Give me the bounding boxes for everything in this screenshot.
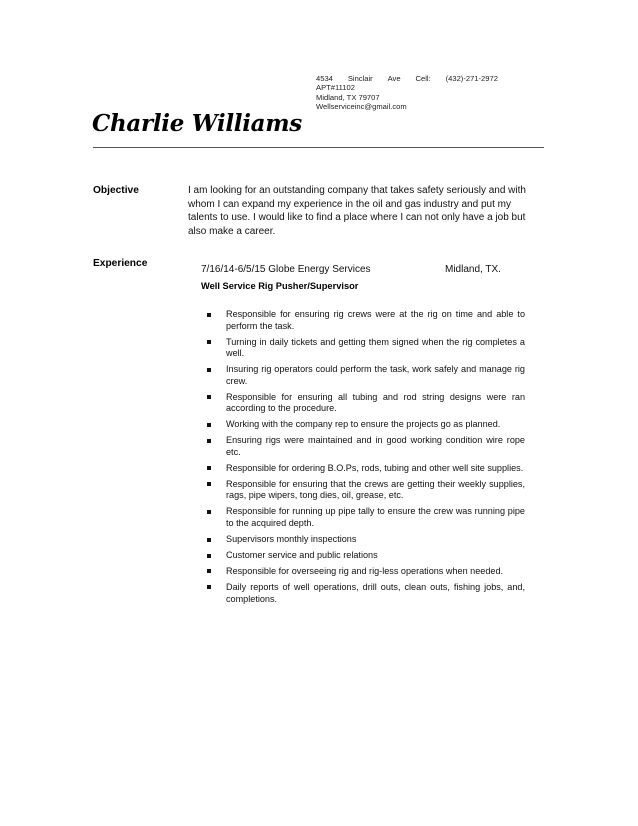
duty-text: Daily reports of well operations, drill outs, clean outs, fishing jobs, and, completions. [226,581,525,604]
duty-text: Insuring rig operators could perform the task, work safely and manage rig crew. [226,364,525,386]
list-item [205,364,525,387]
street-number: 4534 [316,74,333,83]
list-item [205,435,525,458]
objective-label: Objective [93,185,139,196]
phone-number: (432)-271-2972 [445,74,498,83]
job-location: Midland, TX. [445,264,501,275]
duty-text: Working with the company rep to ensure the projects go as planned. [226,419,501,430]
list-item [205,506,525,529]
candidate-name: Charlie Williams [92,110,302,137]
duty-text: Responsible for ordering B.O.Ps, rods, tubing and other well site supplies. [226,462,524,473]
list-item [205,566,525,578]
contact-address-phone-line [316,74,498,83]
duty-text: Responsible for ensuring all tubing and rod string designs were ran according to the procedure. [226,391,525,414]
apartment: APT#11102 [316,83,355,93]
job-dates-company-line [201,264,511,275]
list-item [205,309,525,332]
street-name: Sinclair [347,74,373,83]
list-item [205,337,525,360]
bullet-icon [207,423,211,427]
duty-text: Ensuring rigs were maintained and in good working condition wire rope etc. [226,435,525,457]
list-item [205,582,525,605]
duty-text: Responsible for overseeing rig and rig-less operations when needed. [226,565,504,576]
header-divider [93,147,544,148]
email: Wellserviceinc@gmail.com [316,102,407,112]
list-item [205,550,525,562]
duty-text: Customer service and public relations [226,550,378,560]
city-state-zip: Midland, TX 79707 [316,92,380,102]
bullet-icon [207,538,211,542]
bullet-icon [207,466,211,470]
list-item [205,534,525,546]
duty-text: Supervisors monthly inspections [226,534,357,545]
job-title: Well Service Rig Pusher/Supervisor [201,281,359,291]
job-duties-list [205,309,525,610]
bullet-icon [207,395,211,399]
list-item [205,419,525,431]
bullet-icon [207,482,211,486]
objective-text: I am looking for an outstanding company that takes safety seriously and with whom I can expand my experience in the oil and gas industry and put my talents to use. I would like to find a place where I can not only have a job but also make a career. [188,185,526,237]
list-item [205,463,525,475]
phone-label: Cell: [415,74,431,83]
bullet-icon [207,439,211,443]
duty-text: Responsible for running up pipe tally to ensure the crew was running pipe to the acquired depth. [226,506,525,529]
contact-block [316,74,516,112]
bullet-icon [207,554,211,558]
bullet-icon [207,368,211,372]
bullet-icon [207,313,211,317]
bullet-icon [207,569,211,573]
street-type: Ave [387,74,401,83]
duty-text: Responsible for ensuring rig crews were at the rig on time and able to perform the task. [226,309,525,331]
bullet-icon [207,510,211,514]
duty-text: Responsible for ensuring that the crews are getting their weekly supplies, rags, pipe wipers, tong dies, oil, grease, etc. [226,478,525,501]
bullet-icon [207,340,211,344]
experience-label: Experience [93,258,148,269]
list-item [205,392,525,415]
bullet-icon [207,585,211,589]
duty-text: Turning in daily tickets and getting them signed when the rig completes a well. [226,336,525,359]
list-item [205,479,525,502]
job-dates-company: 7/16/14-6/5/15 Globe Energy Services [201,264,371,275]
